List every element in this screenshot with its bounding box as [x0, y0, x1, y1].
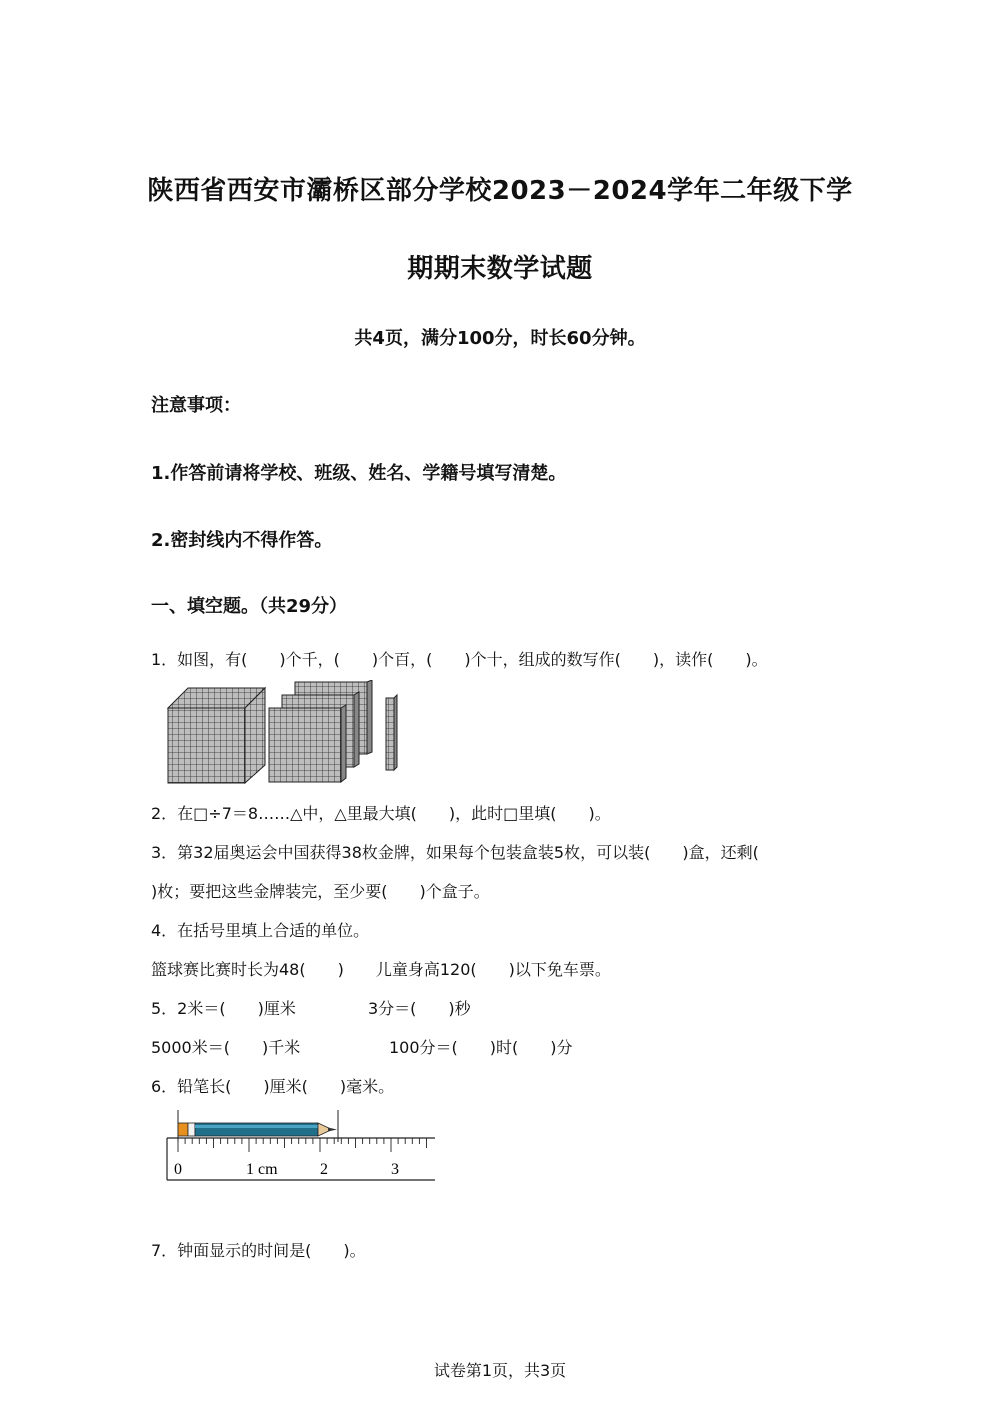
ruler-label-3: 3	[391, 1161, 399, 1178]
question-1: 1．如图，有( )个千，( )个百，( )个十，组成的数写作( )，读作( )。	[151, 650, 768, 669]
notice-item-1: 1.作答前请将学校、班级、姓名、学籍号填写清楚。	[151, 463, 567, 484]
base-ten-blocks-figure	[160, 680, 410, 790]
hundred-flat-icon	[269, 705, 346, 782]
thousand-cube-icon	[168, 688, 265, 783]
exam-info: 共4页，满分100分，时长60分钟。	[354, 328, 646, 349]
ruler-label-1: 1 cm	[246, 1161, 278, 1178]
pencil-icon	[178, 1110, 338, 1142]
question-5d: 100分＝( )时( )分	[389, 1038, 573, 1057]
ruler-figure	[160, 1108, 440, 1186]
page-title-line1: 陕西省西安市灞桥区部分学校2023－2024学年二年级下学	[147, 176, 853, 206]
question-6: 6．铅笔长( )厘米( )毫米。	[151, 1077, 395, 1096]
question-7: 7．钟面显示的时间是( )。	[151, 1241, 366, 1260]
question-5b: 3分＝( )秒	[368, 999, 471, 1018]
section-heading: 一、填空题。（共29分）	[151, 596, 348, 617]
question-4-sub: 篮球赛比赛时长为48( ) 儿童身高120( )以下免车票。	[151, 960, 611, 979]
question-4: 4．在括号里填上合适的单位。	[151, 921, 370, 940]
question-2: 2．在□÷7＝8……△中，△里最大填( )，此时□里填( )。	[151, 804, 611, 823]
ruler-label-2: 2	[320, 1161, 328, 1178]
ruler-label-0: 0	[174, 1161, 182, 1178]
notice-item-2: 2.密封线内不得作答。	[151, 530, 333, 551]
ten-rod-icon	[386, 695, 397, 770]
question-3-line1: 3．第32届奥运会中国获得38枚金牌，如果每个包装盒装5枚，可以装( )盒，还剩(	[151, 843, 759, 862]
page-footer: 试卷第1页，共3页	[433, 1361, 567, 1380]
question-5a: 5．2米＝( )厘米	[151, 999, 296, 1018]
question-3-line2: )枚；要把这些金牌装完，至少要( )个盒子。	[151, 882, 490, 901]
question-5c: 5000米＝( )千米	[151, 1038, 301, 1057]
page-title-line2: 期期末数学试题	[407, 254, 593, 284]
ruler-ticks	[178, 1138, 427, 1152]
notice-heading: 注意事项：	[151, 395, 241, 416]
